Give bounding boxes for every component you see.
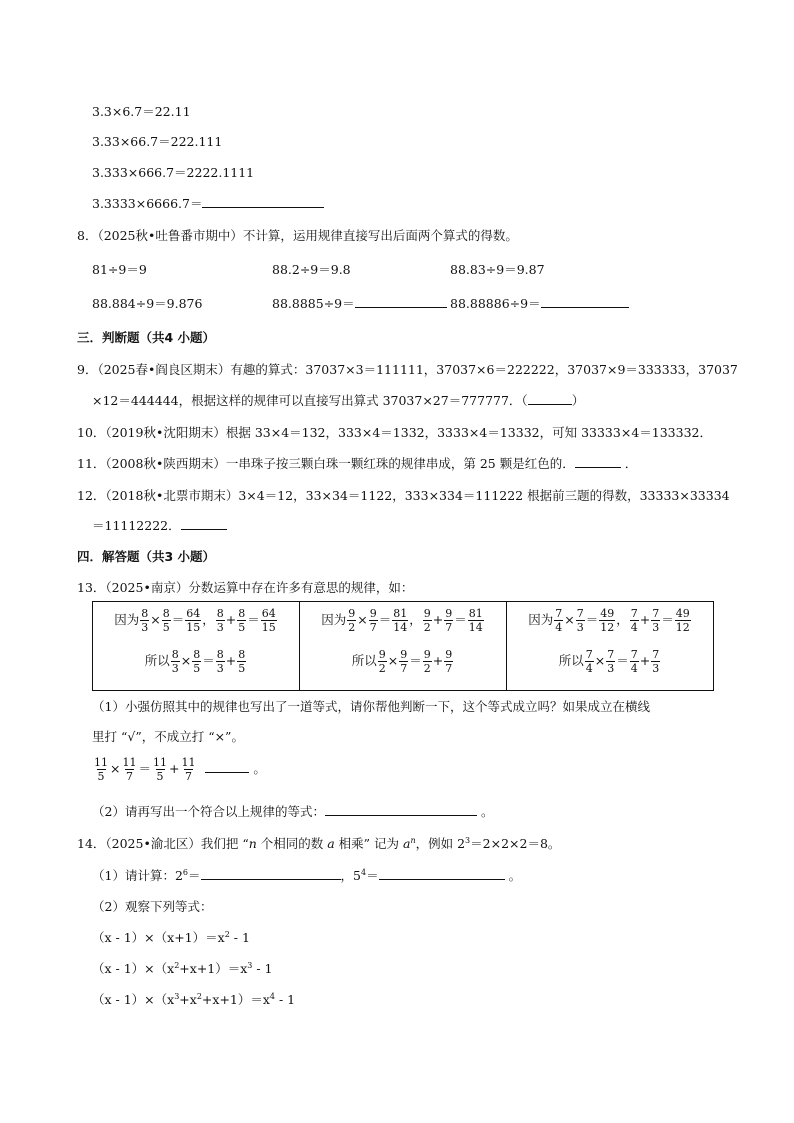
q8-expression-6 [450, 296, 629, 311]
sequence-line-1: 3.3×6.7＝22.11 [92, 104, 191, 119]
identity-line-2: $(x - 1)\times(x^2+x+1)=x^3 - 1$ [92, 961, 273, 976]
fraction: $\frac{9}{2}$ [423, 648, 431, 675]
fraction: $\frac{7}{3}$ [652, 607, 660, 634]
q8-expression-6-text: 88.88886÷9＝ [450, 296, 541, 311]
question-11-text [77, 456, 637, 471]
fraction: $\frac{8}{3}$ [216, 648, 224, 675]
fraction: $\frac{9}{7}$ [400, 648, 408, 675]
fraction: $\frac{9}{2}$ [378, 648, 386, 675]
fraction: $\frac{64}{15}$ [261, 607, 276, 634]
sequence-line-3: 3.333×666.7＝2222.1111 [92, 165, 255, 180]
fraction: $\frac{9}{2}$ [348, 607, 356, 634]
section-4-heading: 四．解答题（共3 小题） [77, 549, 216, 564]
fraction: $\frac{7}{4}$ [555, 607, 563, 634]
question-9-line-2 [92, 393, 584, 408]
question-12-line-2-text: ＝11112222． [92, 518, 181, 533]
answer-blank[interactable] [575, 466, 621, 468]
question-9-line-1: 9．（2025春•阎良区期末）有趣的算式：37037×3＝111111，37037×6＝222222，37037×9＝333333，37037 [77, 362, 738, 377]
fraction: $\frac{49}{12}$ [600, 607, 615, 634]
example-cell-3 [507, 602, 713, 690]
fraction: $\frac{7}{4}$ [630, 648, 638, 675]
example-because-row: 因为 $\frac{8}{3}$ × $\frac{8}{5}$ ＝ $\frac{64}{15}$ ， $\frac{8}{3}$ + $\frac{8}{5}$ ＝ $\frac{64}{15}$ [114, 607, 276, 634]
answer-blank[interactable] [541, 306, 629, 308]
example-so-row: 所以 $\frac{9}{2}$ × $\frac{9}{7}$ ＝ $\frac{9}{2}$ + $\frac{9}{7}$ [351, 648, 453, 675]
fraction: $\frac{7}{4}$ [585, 648, 593, 675]
q8-expression-5 [272, 296, 447, 311]
fraction: $\frac{9}{2}$ [423, 607, 431, 634]
example-so-row: 所以 $\frac{8}{3}$ × $\frac{8}{5}$ ＝ $\frac{8}{3}$ + $\frac{8}{5}$ [144, 648, 246, 675]
q13-part-2 [92, 804, 493, 819]
answer-blank[interactable] [205, 771, 249, 773]
because-label: 因为 [114, 612, 140, 627]
sequence-line-2: 3.33×66.7＝222.111 [92, 134, 223, 149]
fraction: $\frac{8}{3}$ [216, 607, 224, 634]
example-table [92, 601, 714, 691]
q8-expression-3: 88.83÷9＝9.87 [450, 262, 545, 277]
q13-part-2-text: （2）请再写出一个符合以上规律的等式： [92, 804, 325, 819]
identity-line-1: $(x - 1)\times(x+1)=x^2 - 1$ [92, 930, 250, 945]
so-label: 所以 [144, 653, 170, 668]
period: 。 [253, 761, 266, 776]
close-paren: ） [571, 393, 585, 408]
so-label: 所以 [558, 653, 584, 668]
fraction: $\frac{11}{5}$ [94, 756, 108, 783]
answer-blank[interactable] [202, 206, 324, 208]
q13-part-1-line-1: （1）小强仿照其中的规律也写出了一道等式，请你帮他判断一下，这个等式成立吗？如果成立在横线 [92, 699, 650, 714]
section-3-heading: 三．判断题（共4 小题） [77, 330, 216, 345]
fraction: $\frac{9}{7}$ [445, 648, 453, 675]
fraction: $\frac{9}{7}$ [445, 607, 453, 634]
example-cell-1 [93, 602, 300, 690]
q13-equation: $\frac{11}{5}$ × $\frac{11}{7}$ ＝ $\frac{11}{5}$ + $\frac{11}{7}$ 。 [94, 756, 266, 783]
fraction: $\frac{7}{3}$ [576, 607, 584, 634]
fraction: $\frac{7}{3}$ [607, 648, 615, 675]
answer-blank[interactable] [528, 403, 572, 405]
answer-blank[interactable] [355, 306, 447, 308]
answer-blank[interactable] [201, 878, 341, 880]
answer-blank[interactable] [181, 528, 227, 530]
question-11-end: ． [624, 456, 638, 471]
q14-part-2: （2）观察下列等式： [92, 899, 213, 914]
question-10-text: 10．（2019秋•沈阳期末）根据 33×4＝132，333×4＝1332，3333×4＝13332，可知 33333×4＝133332． [77, 425, 712, 440]
fraction: $\frac{81}{14}$ [468, 607, 483, 634]
question-13-text: 13．（2025•南京）分数运算中存在许多有意思的规律，如： [77, 580, 414, 595]
fraction: $\frac{8}{3}$ [171, 648, 179, 675]
fraction: $\frac{8}{5}$ [238, 648, 246, 675]
example-so-row: 所以 $\frac{7}{4}$ × $\frac{7}{3}$ ＝ $\frac{7}{4}$ + $\frac{7}{3}$ [558, 648, 660, 675]
example-because-row: 因为 $\frac{9}{2}$ × $\frac{9}{7}$ ＝ $\frac{81}{14}$ ， $\frac{9}{2}$ + $\frac{9}{7}$ ＝ $\frac{81}{14}$ [321, 607, 483, 634]
fraction: $\frac{49}{12}$ [675, 607, 690, 634]
period: 。 [480, 804, 494, 819]
sequence-line-4-text: 3.3333×6666.7＝ [92, 196, 203, 211]
question-9-line-2-text: ×12＝444444，根据这样的规律可以直接写出算式 37037×27＝777777．（ [92, 393, 528, 408]
answer-blank[interactable] [379, 878, 505, 880]
because-label: 因为 [528, 612, 554, 627]
fraction: $\frac{8}{3}$ [141, 607, 149, 634]
question-14-text: 14．（2025•渝北区）我们把 “n 个相同的数 a 相乘” 记为 $a^n$，例如 $2^3=2\times 2\times 2=8$。 [77, 836, 561, 851]
so-label: 所以 [351, 653, 377, 668]
fraction: $\frac{64}{15}$ [186, 607, 201, 634]
sequence-line-4 [92, 196, 324, 211]
fraction: $\frac{11}{5}$ [153, 756, 167, 783]
because-label: 因为 [321, 612, 347, 627]
fraction: $\frac{81}{14}$ [393, 607, 408, 634]
fraction: $\frac{11}{7}$ [181, 756, 196, 783]
q8-expression-2: 88.2÷9＝9.8 [272, 262, 351, 277]
q8-expression-4: 88.884÷9＝9.876 [92, 296, 203, 311]
fraction: $\frac{8}{5}$ [162, 607, 170, 634]
q8-expression-5-text: 88.8885÷9＝ [272, 296, 355, 311]
fraction: $\frac{9}{7}$ [369, 607, 377, 634]
question-12-line-1: 12．（2018秋•北票市期末）3×4＝12，33×34＝1122，333×334＝111222 根据前三题的得数，33333×33334 [77, 488, 730, 503]
q13-part-1-line-2: 里打 “√”，不成立打 “×”。 [92, 729, 244, 744]
fraction: $\frac{8}{5}$ [193, 648, 201, 675]
fraction: $\frac{7}{4}$ [630, 607, 638, 634]
answer-blank[interactable] [325, 814, 477, 816]
fraction: $\frac{8}{5}$ [238, 607, 246, 634]
q14-part-1: （1）请计算：$2^6=$ ，$5^4=$ 。 [92, 868, 522, 883]
example-because-row: 因为 $\frac{7}{4}$ × $\frac{7}{3}$ ＝ $\frac{49}{12}$ ， $\frac{7}{4}$ + $\frac{7}{3}$ ＝ $\frac{49}{12}$ [528, 607, 690, 634]
question-8-text: 8．（2025秋•吐鲁番市期中）不计算，运用规律直接写出后面两个算式的得数。 [77, 228, 518, 243]
identity-line-3: $(x - 1)\times(x^3+x^2+x+1)=x^4 - 1$ [92, 992, 296, 1007]
fraction: $\frac{7}{3}$ [652, 648, 660, 675]
question-12-line-2 [92, 518, 227, 533]
question-11-body: 11．（2008秋•陕西期末）一串珠子按三颗白珠一颗红珠的规律串成，第 25 颗是红色的． [77, 456, 575, 471]
example-cell-2 [300, 602, 507, 690]
fraction: $\frac{11}{7}$ [122, 756, 137, 783]
q8-expression-1: 81÷9＝9 [92, 262, 147, 277]
